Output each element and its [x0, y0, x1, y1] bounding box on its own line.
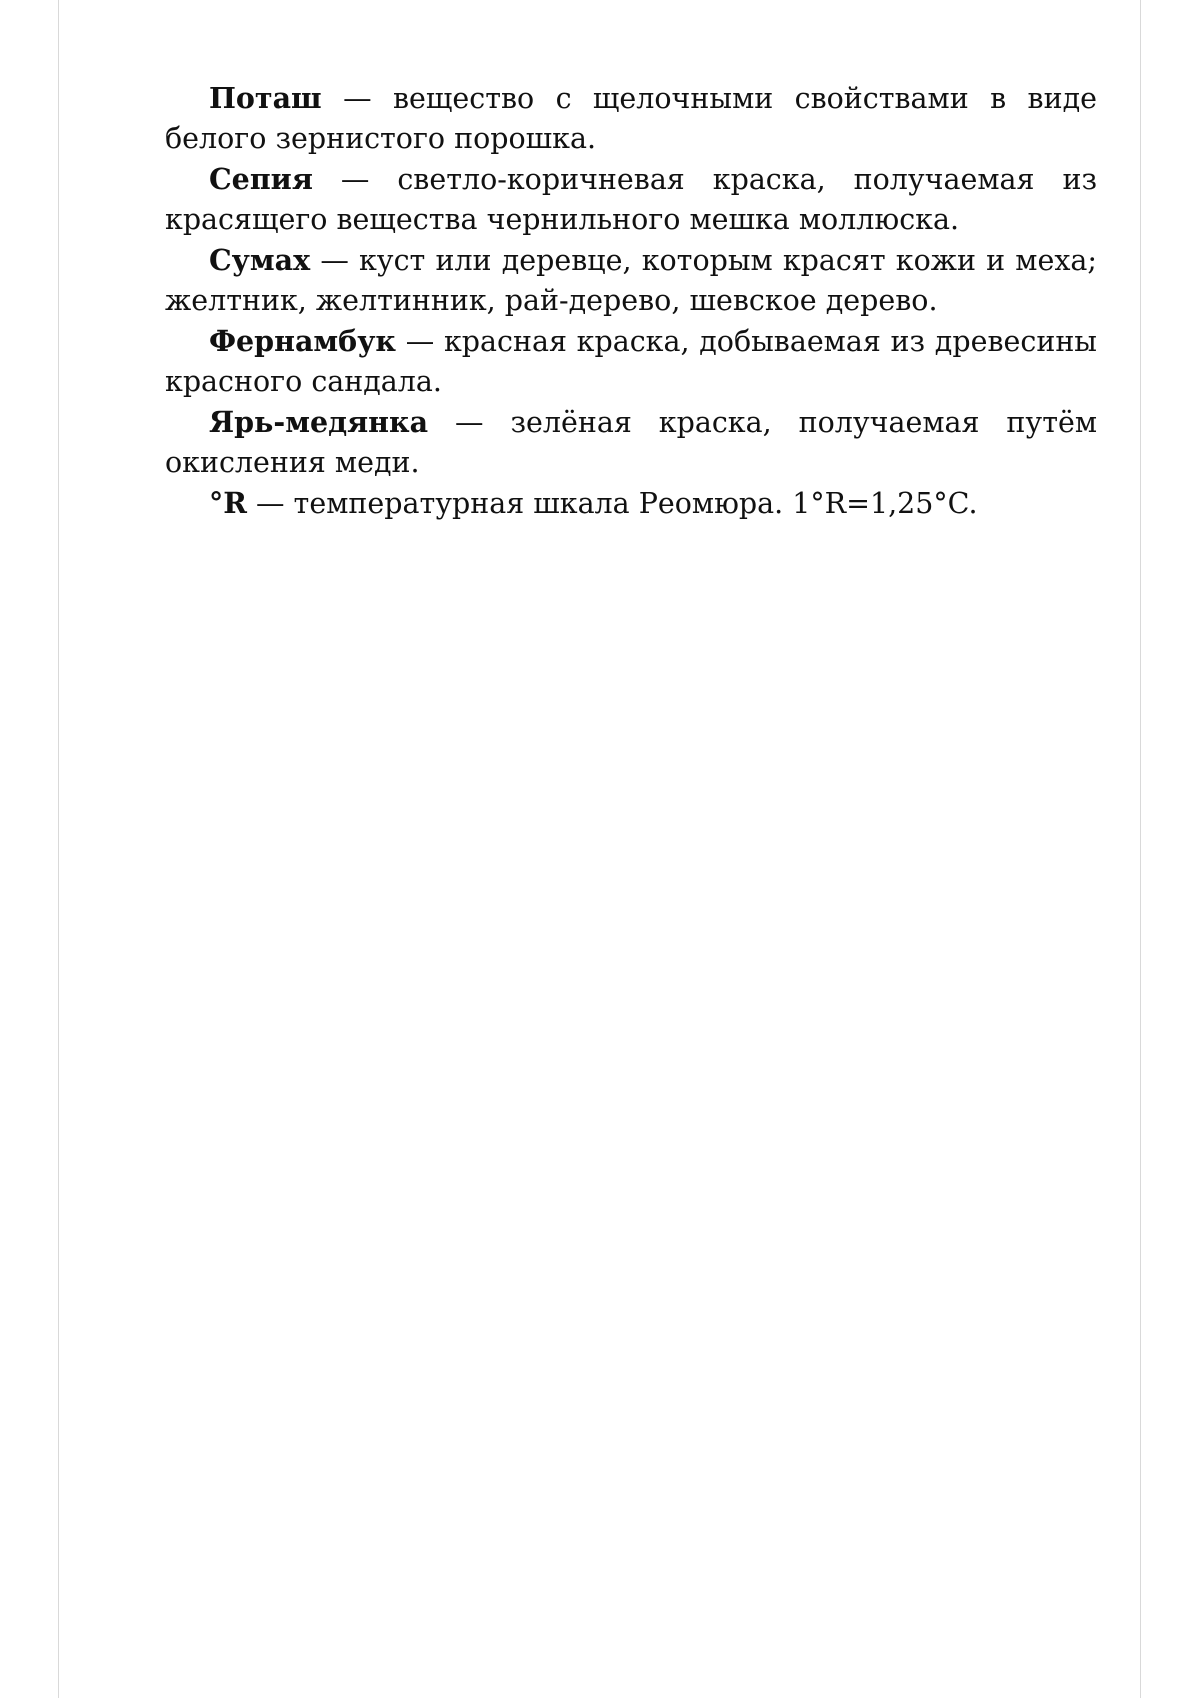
- entry-term: Ярь-медянка: [209, 405, 429, 439]
- entry-definition: — светло-коричневая краска, получаемая из красящего вещества чернильного мешка моллюска.: [165, 163, 1097, 236]
- entry-definition: — зелёная краска, получаемая путём окисления меди.: [165, 406, 1097, 479]
- entry-definition: — красная краска, добываемая из древесины красного сандала.: [165, 325, 1097, 398]
- glossary-entry-reaumur: [165, 483, 1097, 524]
- document-page: [58, 0, 1141, 1698]
- entry-definition: — куст или деревце, которым красят кожи и меха; желтник, желтинник, рай-дерево, шевское дерево.: [165, 244, 1097, 317]
- entry-term: Сумах: [209, 243, 311, 277]
- entry-term: Сепия: [209, 162, 313, 196]
- glossary-entry-sepia: [165, 159, 1097, 240]
- entry-definition: — температурная шкала Реомюра. 1°R=1,25°C.: [246, 487, 978, 520]
- entry-term: Фернамбук: [209, 324, 397, 358]
- entry-term: °R: [209, 486, 247, 520]
- entry-term: Поташ: [209, 81, 322, 115]
- entry-definition: — вещество с щелочными свойствами в виде белого зернистого порошка.: [165, 82, 1097, 155]
- glossary-entry-verdigris: [165, 402, 1097, 483]
- glossary-entry-fernambuk: [165, 321, 1097, 402]
- glossary-text: [165, 78, 1097, 524]
- glossary-entry-potash: [165, 78, 1097, 159]
- glossary-entry-sumac: [165, 240, 1097, 321]
